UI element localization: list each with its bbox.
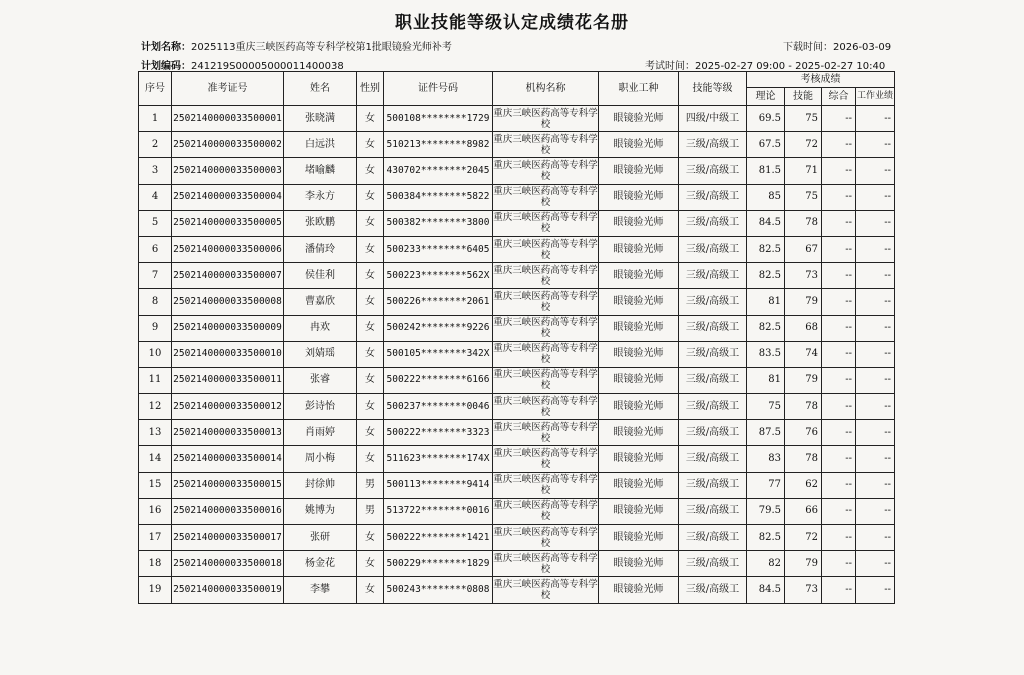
cell-occupation: 眼镜验光师 (599, 472, 679, 498)
cell-theory: 82 (747, 551, 785, 577)
header-gender: 性别 (357, 72, 384, 106)
cell-composite: -- (822, 341, 856, 367)
cell-occupation: 眼镜验光师 (599, 263, 679, 289)
cell-composite: -- (822, 106, 856, 132)
cell-theory: 75 (747, 394, 785, 420)
cell-name: 白远洪 (284, 132, 357, 158)
cell-work: -- (856, 420, 895, 446)
cell-cert: 500223********562X (384, 263, 493, 289)
cell-seq: 7 (139, 263, 172, 289)
cell-work: -- (856, 472, 895, 498)
cell-name: 肖雨婷 (284, 420, 357, 446)
cell-seq: 11 (139, 367, 172, 393)
table-row (139, 420, 895, 446)
cell-cert: 500233********6405 (384, 236, 493, 262)
table-body (139, 106, 895, 604)
cell-skill: 62 (785, 472, 822, 498)
cell-org: 重庆三峡医药高等专科学校 (493, 394, 599, 420)
cell-occupation: 眼镜验光师 (599, 577, 679, 603)
cell-org: 重庆三峡医药高等专科学校 (493, 289, 599, 315)
cell-name: 杨金花 (284, 551, 357, 577)
cell-level: 三级/高级工 (679, 158, 747, 184)
cell-theory: 83 (747, 446, 785, 472)
table-row (139, 210, 895, 236)
cell-org: 重庆三峡医药高等专科学校 (493, 551, 599, 577)
cell-gender: 女 (357, 446, 384, 472)
cell-composite: -- (822, 577, 856, 603)
cell-level: 三级/高级工 (679, 132, 747, 158)
cell-seq: 3 (139, 158, 172, 184)
cell-composite: -- (822, 394, 856, 420)
cell-work: -- (856, 525, 895, 551)
cell-name: 张晓满 (284, 106, 357, 132)
cell-name: 彭诗怡 (284, 394, 357, 420)
cell-theory: 87.5 (747, 420, 785, 446)
cell-ticket: 2502140000033500002 (172, 132, 284, 158)
cell-skill: 66 (785, 498, 822, 524)
cell-work: -- (856, 158, 895, 184)
cell-gender: 女 (357, 236, 384, 262)
cell-level: 三级/高级工 (679, 315, 747, 341)
cell-skill: 74 (785, 341, 822, 367)
cell-ticket: 2502140000033500015 (172, 472, 284, 498)
cell-level: 三级/高级工 (679, 551, 747, 577)
cell-name: 刘婧瑶 (284, 341, 357, 367)
cell-gender: 男 (357, 498, 384, 524)
header-org: 机构名称 (493, 72, 599, 106)
cell-theory: 83.5 (747, 341, 785, 367)
cell-cert: 500237********0046 (384, 394, 493, 420)
cell-composite: -- (822, 289, 856, 315)
cell-org: 重庆三峡医药高等专科学校 (493, 498, 599, 524)
cell-gender: 女 (357, 394, 384, 420)
table-row (139, 498, 895, 524)
cell-skill: 73 (785, 577, 822, 603)
cell-ticket: 2502140000033500011 (172, 367, 284, 393)
table-row (139, 289, 895, 315)
cell-cert: 500222********3323 (384, 420, 493, 446)
cell-work: -- (856, 498, 895, 524)
cell-occupation: 眼镜验光师 (599, 498, 679, 524)
plan-code-label: 计划编码： (141, 61, 191, 72)
cell-org: 重庆三峡医药高等专科学校 (493, 525, 599, 551)
table-row (139, 472, 895, 498)
plan-name-value: 2025113重庆三峡医药高等专科学校第1批眼镜验光师补考 (191, 42, 452, 53)
cell-org: 重庆三峡医药高等专科学校 (493, 446, 599, 472)
table-row (139, 341, 895, 367)
cell-gender: 女 (357, 525, 384, 551)
table-row (139, 184, 895, 210)
cell-composite: -- (822, 551, 856, 577)
cell-org: 重庆三峡医药高等专科学校 (493, 184, 599, 210)
table-row (139, 106, 895, 132)
cell-theory: 81.5 (747, 158, 785, 184)
header-cert: 证件号码 (384, 72, 493, 106)
cell-composite: -- (822, 263, 856, 289)
table-row (139, 263, 895, 289)
cell-composite: -- (822, 210, 856, 236)
cell-gender: 女 (357, 158, 384, 184)
plan-name (141, 38, 452, 53)
cell-ticket: 2502140000033500003 (172, 158, 284, 184)
cell-ticket: 2502140000033500018 (172, 551, 284, 577)
header-work: 工作业绩 (856, 88, 895, 106)
cell-seq: 1 (139, 106, 172, 132)
cell-name: 周小梅 (284, 446, 357, 472)
cell-ticket: 2502140000033500001 (172, 106, 284, 132)
cell-occupation: 眼镜验光师 (599, 341, 679, 367)
cell-org: 重庆三峡医药高等专科学校 (493, 341, 599, 367)
cell-composite: -- (822, 446, 856, 472)
cell-seq: 13 (139, 420, 172, 446)
cell-skill: 72 (785, 132, 822, 158)
cell-theory: 82.5 (747, 236, 785, 262)
cell-skill: 75 (785, 106, 822, 132)
cell-skill: 79 (785, 289, 822, 315)
cell-ticket: 2502140000033500014 (172, 446, 284, 472)
cell-gender: 女 (357, 367, 384, 393)
cell-ticket: 2502140000033500016 (172, 498, 284, 524)
cell-org: 重庆三峡医药高等专科学校 (493, 577, 599, 603)
cell-ticket: 2502140000033500010 (172, 341, 284, 367)
cell-name: 李永方 (284, 184, 357, 210)
cell-level: 三级/高级工 (679, 263, 747, 289)
cell-name: 堵喻麟 (284, 158, 357, 184)
cell-org: 重庆三峡医药高等专科学校 (493, 420, 599, 446)
cell-org: 重庆三峡医药高等专科学校 (493, 106, 599, 132)
cell-cert: 511623********174X (384, 446, 493, 472)
cell-theory: 81 (747, 289, 785, 315)
cell-ticket: 2502140000033500005 (172, 210, 284, 236)
cell-seq: 10 (139, 341, 172, 367)
cell-occupation: 眼镜验光师 (599, 158, 679, 184)
cell-gender: 女 (357, 315, 384, 341)
cell-cert: 500108********1729 (384, 106, 493, 132)
cell-gender: 女 (357, 263, 384, 289)
cell-theory: 84.5 (747, 210, 785, 236)
header-skill: 技能 (785, 88, 822, 106)
cell-work: -- (856, 577, 895, 603)
cell-level: 四级/中级工 (679, 106, 747, 132)
cell-work: -- (856, 236, 895, 262)
header-ticket: 准考证号 (172, 72, 284, 106)
cell-theory: 84.5 (747, 577, 785, 603)
cell-theory: 69.5 (747, 106, 785, 132)
cell-gender: 女 (357, 551, 384, 577)
cell-name: 张研 (284, 525, 357, 551)
cell-occupation: 眼镜验光师 (599, 289, 679, 315)
cell-seq: 2 (139, 132, 172, 158)
cell-level: 三级/高级工 (679, 577, 747, 603)
cell-occupation: 眼镜验光师 (599, 210, 679, 236)
cell-gender: 女 (357, 577, 384, 603)
table-row (139, 551, 895, 577)
cell-seq: 15 (139, 472, 172, 498)
cell-skill: 67 (785, 236, 822, 262)
cell-org: 重庆三峡医药高等专科学校 (493, 263, 599, 289)
cell-level: 三级/高级工 (679, 394, 747, 420)
cell-seq: 9 (139, 315, 172, 341)
cell-theory: 85 (747, 184, 785, 210)
cell-composite: -- (822, 236, 856, 262)
cell-seq: 17 (139, 525, 172, 551)
cell-org: 重庆三峡医药高等专科学校 (493, 158, 599, 184)
table-row (139, 367, 895, 393)
header-composite: 综合 (822, 88, 856, 106)
cell-composite: -- (822, 472, 856, 498)
cell-ticket: 2502140000033500009 (172, 315, 284, 341)
cell-cert: 513722********0016 (384, 498, 493, 524)
cell-work: -- (856, 289, 895, 315)
header-level: 技能等级 (679, 72, 747, 106)
cell-seq: 19 (139, 577, 172, 603)
cell-seq: 5 (139, 210, 172, 236)
cell-composite: -- (822, 420, 856, 446)
cell-occupation: 眼镜验光师 (599, 106, 679, 132)
cell-cert: 500113********9414 (384, 472, 493, 498)
cell-work: -- (856, 132, 895, 158)
cell-occupation: 眼镜验光师 (599, 236, 679, 262)
cell-composite: -- (822, 367, 856, 393)
cell-work: -- (856, 446, 895, 472)
cell-theory: 79.5 (747, 498, 785, 524)
cell-seq: 14 (139, 446, 172, 472)
cell-skill: 72 (785, 525, 822, 551)
table-row (139, 315, 895, 341)
exam-time: 考试时间：2025-02-27 09:00 - 2025-02-27 10:40 (645, 61, 886, 72)
header-name: 姓名 (284, 72, 357, 106)
cell-composite: -- (822, 498, 856, 524)
cell-cert: 500229********1829 (384, 551, 493, 577)
table-row (139, 525, 895, 551)
cell-skill: 78 (785, 210, 822, 236)
cell-gender: 女 (357, 106, 384, 132)
table-row (139, 158, 895, 184)
cell-org: 重庆三峡医药高等专科学校 (493, 236, 599, 262)
cell-level: 三级/高级工 (679, 420, 747, 446)
cell-level: 三级/高级工 (679, 525, 747, 551)
cell-level: 三级/高级工 (679, 472, 747, 498)
cell-level: 三级/高级工 (679, 184, 747, 210)
cell-work: -- (856, 210, 895, 236)
cell-occupation: 眼镜验光师 (599, 525, 679, 551)
cell-seq: 8 (139, 289, 172, 315)
cell-cert: 500222********1421 (384, 525, 493, 551)
cell-cert: 500382********3800 (384, 210, 493, 236)
cell-theory: 81 (747, 367, 785, 393)
cell-work: -- (856, 551, 895, 577)
cell-work: -- (856, 106, 895, 132)
cell-gender: 女 (357, 420, 384, 446)
cell-name: 曹嘉欣 (284, 289, 357, 315)
cell-composite: -- (822, 315, 856, 341)
cell-gender: 女 (357, 289, 384, 315)
cell-theory: 82.5 (747, 525, 785, 551)
cell-skill: 78 (785, 394, 822, 420)
cell-composite: -- (822, 525, 856, 551)
cell-name: 张欧鹏 (284, 210, 357, 236)
cell-cert: 500105********342X (384, 341, 493, 367)
cell-cert: 510213********8982 (384, 132, 493, 158)
cell-name: 姚博为 (284, 498, 357, 524)
cell-occupation: 眼镜验光师 (599, 184, 679, 210)
table-row (139, 577, 895, 603)
table-row (139, 446, 895, 472)
cell-gender: 男 (357, 472, 384, 498)
plan-name-label: 计划名称： (141, 42, 191, 53)
cell-skill: 76 (785, 420, 822, 446)
cell-work: -- (856, 263, 895, 289)
cell-level: 三级/高级工 (679, 446, 747, 472)
cell-cert: 430702********2045 (384, 158, 493, 184)
cell-occupation: 眼镜验光师 (599, 367, 679, 393)
cell-seq: 18 (139, 551, 172, 577)
cell-occupation: 眼镜验光师 (599, 315, 679, 341)
cell-skill: 79 (785, 367, 822, 393)
cell-cert: 500226********2061 (384, 289, 493, 315)
plan-code-value: 241219S00005000011400038 (191, 61, 344, 72)
cell-name: 封徐帅 (284, 472, 357, 498)
page-title: 职业技能等级认定成绩花名册 (395, 13, 629, 33)
cell-gender: 女 (357, 341, 384, 367)
cell-name: 冉欢 (284, 315, 357, 341)
table-row (139, 132, 895, 158)
cell-level: 三级/高级工 (679, 498, 747, 524)
cell-theory: 82.5 (747, 315, 785, 341)
cell-skill: 68 (785, 315, 822, 341)
cell-work: -- (856, 367, 895, 393)
cell-occupation: 眼镜验光师 (599, 132, 679, 158)
cell-name: 潘倩玲 (284, 236, 357, 262)
cell-ticket: 2502140000033500013 (172, 420, 284, 446)
cell-composite: -- (822, 132, 856, 158)
download-time: 下载时间：2026-03-09 (783, 42, 892, 53)
cell-work: -- (856, 184, 895, 210)
cell-ticket: 2502140000033500017 (172, 525, 284, 551)
cell-skill: 78 (785, 446, 822, 472)
score-table (138, 71, 895, 604)
cell-cert: 500222********6166 (384, 367, 493, 393)
cell-level: 三级/高级工 (679, 367, 747, 393)
cell-ticket: 2502140000033500012 (172, 394, 284, 420)
cell-skill: 73 (785, 263, 822, 289)
cell-name: 李攀 (284, 577, 357, 603)
cell-occupation: 眼镜验光师 (599, 446, 679, 472)
cell-skill: 71 (785, 158, 822, 184)
header-theory: 理论 (747, 88, 785, 106)
cell-occupation: 眼镜验光师 (599, 420, 679, 446)
cell-theory: 77 (747, 472, 785, 498)
cell-org: 重庆三峡医药高等专科学校 (493, 210, 599, 236)
cell-seq: 12 (139, 394, 172, 420)
cell-ticket: 2502140000033500008 (172, 289, 284, 315)
plan-code (141, 57, 344, 72)
cell-theory: 82.5 (747, 263, 785, 289)
cell-skill: 79 (785, 551, 822, 577)
cell-org: 重庆三峡医药高等专科学校 (493, 132, 599, 158)
cell-work: -- (856, 341, 895, 367)
cell-occupation: 眼镜验光师 (599, 551, 679, 577)
cell-level: 三级/高级工 (679, 289, 747, 315)
cell-skill: 75 (785, 184, 822, 210)
cell-composite: -- (822, 158, 856, 184)
header-scores-group: 考核成绩 (747, 72, 895, 88)
header-seq: 序号 (139, 72, 172, 106)
cell-level: 三级/高级工 (679, 341, 747, 367)
cell-work: -- (856, 315, 895, 341)
cell-name: 张睿 (284, 367, 357, 393)
cell-seq: 4 (139, 184, 172, 210)
cell-org: 重庆三峡医药高等专科学校 (493, 472, 599, 498)
cell-name: 侯佳利 (284, 263, 357, 289)
cell-cert: 500242********9226 (384, 315, 493, 341)
cell-org: 重庆三峡医药高等专科学校 (493, 315, 599, 341)
cell-seq: 16 (139, 498, 172, 524)
cell-level: 三级/高级工 (679, 236, 747, 262)
table-row (139, 394, 895, 420)
cell-ticket: 2502140000033500004 (172, 184, 284, 210)
cell-level: 三级/高级工 (679, 210, 747, 236)
header-occupation: 职业工种 (599, 72, 679, 106)
cell-ticket: 2502140000033500007 (172, 263, 284, 289)
cell-ticket: 2502140000033500019 (172, 577, 284, 603)
cell-work: -- (856, 394, 895, 420)
cell-ticket: 2502140000033500006 (172, 236, 284, 262)
table-row (139, 236, 895, 262)
cell-composite: -- (822, 184, 856, 210)
cell-gender: 女 (357, 184, 384, 210)
cell-occupation: 眼镜验光师 (599, 394, 679, 420)
cell-cert: 500384********5822 (384, 184, 493, 210)
cell-org: 重庆三峡医药高等专科学校 (493, 367, 599, 393)
cell-seq: 6 (139, 236, 172, 262)
cell-cert: 500243********0808 (384, 577, 493, 603)
cell-theory: 67.5 (747, 132, 785, 158)
cell-gender: 女 (357, 132, 384, 158)
cell-gender: 女 (357, 210, 384, 236)
